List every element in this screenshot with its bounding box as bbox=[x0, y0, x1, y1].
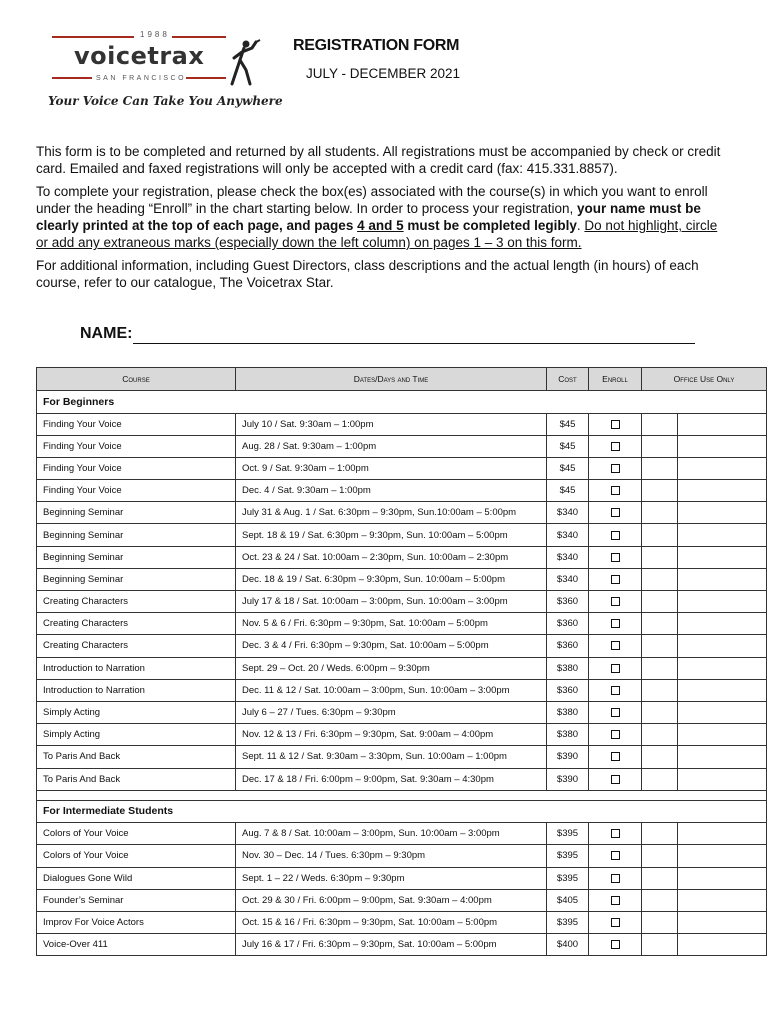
enroll-checkbox[interactable] bbox=[611, 641, 620, 650]
dates-cell: Oct. 29 & 30 / Fri. 6:00pm – 9:00pm, Sat. 9:30am – 4:00pm bbox=[236, 889, 547, 911]
course-cell: Introduction to Narration bbox=[37, 657, 236, 679]
cost-cell: $390 bbox=[547, 768, 589, 790]
enroll-cell bbox=[589, 845, 642, 867]
cost-cell: $405 bbox=[547, 889, 589, 911]
enroll-checkbox[interactable] bbox=[611, 730, 620, 739]
office-use-cell-2 bbox=[678, 480, 767, 502]
enroll-cell bbox=[589, 934, 642, 956]
table-row bbox=[37, 911, 767, 933]
section-header-row bbox=[37, 800, 767, 823]
section-spacer-row bbox=[37, 790, 767, 800]
office-use-cell-2 bbox=[678, 457, 767, 479]
dates-cell: Dec. 3 & 4 / Fri. 6:30pm – 9:30pm, Sat. 10:00am – 5:00pm bbox=[236, 635, 547, 657]
logo-tagline: Your Voice Can Take You Anywhere bbox=[48, 94, 283, 108]
enroll-cell bbox=[589, 457, 642, 479]
cost-cell: $380 bbox=[547, 657, 589, 679]
cost-cell: $45 bbox=[547, 435, 589, 457]
intro-p2-warning: Do not highlight, circle or add any extraneous marks (especially down the left column) on pages 1 – 3 on this form. bbox=[36, 218, 718, 250]
office-use-cell-1 bbox=[642, 768, 678, 790]
office-use-cell-2 bbox=[678, 679, 767, 701]
course-cell: To Paris And Back bbox=[37, 768, 236, 790]
enroll-cell bbox=[589, 657, 642, 679]
dates-cell: Dec. 18 & 19 / Sat. 6:30pm – 9:30pm, Sun. 10:00am – 5:00pm bbox=[236, 568, 547, 590]
office-use-cell-2 bbox=[678, 435, 767, 457]
spacer-cell bbox=[37, 790, 767, 800]
course-cell: Simply Acting bbox=[37, 701, 236, 723]
office-use-cell-2 bbox=[678, 635, 767, 657]
course-cell: Colors of Your Voice bbox=[37, 823, 236, 845]
name-field[interactable] bbox=[133, 343, 695, 344]
office-use-cell-2 bbox=[678, 546, 767, 568]
table-row bbox=[37, 502, 767, 524]
course-cell: Finding Your Voice bbox=[37, 457, 236, 479]
enroll-cell bbox=[589, 524, 642, 546]
table-row bbox=[37, 591, 767, 613]
course-cell: Beginning Seminar bbox=[37, 546, 236, 568]
office-use-cell-2 bbox=[678, 934, 767, 956]
logo-wordmark: voicetrax bbox=[74, 42, 205, 70]
office-use-cell-1 bbox=[642, 746, 678, 768]
intro-text bbox=[36, 143, 728, 297]
enroll-cell bbox=[589, 867, 642, 889]
enroll-cell bbox=[589, 701, 642, 723]
office-use-cell-1 bbox=[642, 524, 678, 546]
office-use-cell-2 bbox=[678, 413, 767, 435]
course-cell: Voice-Over 411 bbox=[37, 934, 236, 956]
dates-cell: Oct. 15 & 16 / Fri. 6:30pm – 9:30pm, Sat. 10:00am – 5:00pm bbox=[236, 911, 547, 933]
voicetrax-logo bbox=[48, 30, 283, 125]
page-title: REGISTRATION FORM bbox=[293, 37, 460, 54]
office-use-cell-2 bbox=[678, 701, 767, 723]
table-row bbox=[37, 701, 767, 723]
course-cell: Colors of Your Voice bbox=[37, 845, 236, 867]
course-cell: Beginning Seminar bbox=[37, 568, 236, 590]
enroll-checkbox[interactable] bbox=[611, 420, 620, 429]
enroll-cell bbox=[589, 502, 642, 524]
logo-city: SAN FRANCISCO bbox=[96, 75, 187, 82]
cost-cell: $340 bbox=[547, 524, 589, 546]
enroll-checkbox[interactable] bbox=[611, 531, 620, 540]
office-use-cell-2 bbox=[678, 746, 767, 768]
enroll-cell bbox=[589, 413, 642, 435]
office-use-cell-1 bbox=[642, 635, 678, 657]
table-row bbox=[37, 546, 767, 568]
dates-cell: Nov. 5 & 6 / Fri. 6:30pm – 9:30pm, Sat. 10:00am – 5:00pm bbox=[236, 613, 547, 635]
table-row bbox=[37, 413, 767, 435]
enroll-checkbox[interactable] bbox=[611, 775, 620, 784]
office-use-cell-1 bbox=[642, 435, 678, 457]
office-use-cell-1 bbox=[642, 845, 678, 867]
cost-cell: $395 bbox=[547, 911, 589, 933]
table-header-row bbox=[37, 368, 767, 391]
enroll-cell bbox=[589, 768, 642, 790]
intro-paragraph-1: This form is to be completed and returned by all students. All registrations must be accompanied by check or credit card. Emailed and faxed registrations will only be accepted with a credit card (fax: 415.331.8857). bbox=[36, 144, 721, 176]
enroll-cell bbox=[589, 823, 642, 845]
office-use-cell-1 bbox=[642, 413, 678, 435]
enroll-checkbox[interactable] bbox=[611, 708, 620, 717]
enroll-checkbox[interactable] bbox=[611, 442, 620, 451]
office-use-cell-1 bbox=[642, 546, 678, 568]
cost-cell: $395 bbox=[547, 823, 589, 845]
dates-cell: Aug. 28 / Sat. 9:30am – 1:00pm bbox=[236, 435, 547, 457]
table-row bbox=[37, 934, 767, 956]
enroll-checkbox[interactable] bbox=[611, 851, 620, 860]
cost-cell: $340 bbox=[547, 502, 589, 524]
dates-cell: July 10 / Sat. 9:30am – 1:00pm bbox=[236, 413, 547, 435]
office-use-cell-1 bbox=[642, 934, 678, 956]
office-use-cell-2 bbox=[678, 823, 767, 845]
table-row bbox=[37, 724, 767, 746]
table-body bbox=[37, 391, 767, 956]
name-label: NAME: bbox=[80, 325, 133, 342]
cost-cell: $340 bbox=[547, 568, 589, 590]
enroll-cell bbox=[589, 746, 642, 768]
cost-cell: $340 bbox=[547, 546, 589, 568]
office-use-cell-2 bbox=[678, 867, 767, 889]
dates-cell: Nov. 12 & 13 / Fri. 6:30pm – 9:30pm, Sat. 9:00am – 4:00pm bbox=[236, 724, 547, 746]
course-cell: Beginning Seminar bbox=[37, 502, 236, 524]
office-use-cell-1 bbox=[642, 911, 678, 933]
enroll-cell bbox=[589, 546, 642, 568]
section-header-row bbox=[37, 391, 767, 414]
logo-rule-bottom-left bbox=[52, 77, 92, 79]
course-cell: Improv For Voice Actors bbox=[37, 911, 236, 933]
header-dates: Dates/Days and Time bbox=[236, 368, 547, 391]
course-cell: Finding Your Voice bbox=[37, 435, 236, 457]
table-row bbox=[37, 768, 767, 790]
dates-cell: Dec. 4 / Sat. 9:30am – 1:00pm bbox=[236, 480, 547, 502]
course-cell: Creating Characters bbox=[37, 635, 236, 657]
table-row bbox=[37, 889, 767, 911]
header-office-use: Office Use Only bbox=[642, 368, 767, 391]
cost-cell: $395 bbox=[547, 845, 589, 867]
table-row bbox=[37, 679, 767, 701]
enroll-checkbox[interactable] bbox=[611, 940, 620, 949]
intro-p2-period: . bbox=[576, 218, 585, 233]
logo-year: 1988 bbox=[140, 30, 170, 39]
office-use-cell-1 bbox=[642, 657, 678, 679]
logo-rule-left bbox=[52, 36, 134, 38]
course-cell: Finding Your Voice bbox=[37, 413, 236, 435]
table-row bbox=[37, 457, 767, 479]
table-row bbox=[37, 845, 767, 867]
dates-cell: Dec. 17 & 18 / Fri. 6:00pm – 9:00pm, Sat. 9:30am – 4:30pm bbox=[236, 768, 547, 790]
table-row bbox=[37, 635, 767, 657]
enroll-cell bbox=[589, 911, 642, 933]
header-cost: Cost bbox=[547, 368, 589, 391]
enroll-cell bbox=[589, 568, 642, 590]
enroll-cell bbox=[589, 613, 642, 635]
dates-cell: Oct. 23 & 24 / Sat. 10:00am – 2:30pm, Sun. 10:00am – 2:30pm bbox=[236, 546, 547, 568]
office-use-cell-1 bbox=[642, 701, 678, 723]
cost-cell: $395 bbox=[547, 867, 589, 889]
enroll-checkbox[interactable] bbox=[611, 575, 620, 584]
intro-paragraph-3: For additional information, including Guest Directors, class descriptions and the actual length (in hours) of each course, refer to our catalogue, The Voicetrax Star. bbox=[36, 258, 699, 290]
course-cell: Introduction to Narration bbox=[37, 679, 236, 701]
enroll-checkbox[interactable] bbox=[611, 829, 620, 838]
enroll-cell bbox=[589, 480, 642, 502]
header-enroll: Enroll bbox=[589, 368, 642, 391]
dates-cell: Sept. 29 – Oct. 20 / Weds. 6:00pm – 9:30pm bbox=[236, 657, 547, 679]
course-cell: To Paris And Back bbox=[37, 746, 236, 768]
enroll-checkbox[interactable] bbox=[611, 664, 620, 673]
dates-cell: Sept. 11 & 12 / Sat. 9:30am – 3:30pm, Sun. 10:00am – 1:00pm bbox=[236, 746, 547, 768]
enroll-checkbox[interactable] bbox=[611, 464, 620, 473]
table-row bbox=[37, 823, 767, 845]
section-title: For Intermediate Students bbox=[37, 800, 767, 823]
course-cell: Finding Your Voice bbox=[37, 480, 236, 502]
enroll-checkbox[interactable] bbox=[611, 752, 620, 761]
office-use-cell-1 bbox=[642, 502, 678, 524]
office-use-cell-2 bbox=[678, 724, 767, 746]
enroll-checkbox[interactable] bbox=[611, 597, 620, 606]
logo-rule-right bbox=[172, 36, 226, 38]
table-row bbox=[37, 524, 767, 546]
enroll-checkbox[interactable] bbox=[611, 918, 620, 927]
course-cell: Creating Characters bbox=[37, 591, 236, 613]
office-use-cell-2 bbox=[678, 768, 767, 790]
office-use-cell-1 bbox=[642, 867, 678, 889]
intro-p2-text: To complete your registration, please check the box(es) associated with the course(s) in which you want to enroll under the heading “Enroll” in the chart starting below. In order to process your registration, bbox=[36, 184, 708, 216]
office-use-cell-2 bbox=[678, 568, 767, 590]
enroll-checkbox[interactable] bbox=[611, 486, 620, 495]
intro-p2-bold: your name must be clearly printed at the top of each page, and pages bbox=[36, 201, 701, 233]
section-title: For Beginners bbox=[37, 391, 767, 414]
office-use-cell-2 bbox=[678, 889, 767, 911]
enroll-cell bbox=[589, 724, 642, 746]
office-use-cell-1 bbox=[642, 679, 678, 701]
office-use-cell-1 bbox=[642, 480, 678, 502]
enroll-checkbox[interactable] bbox=[611, 686, 620, 695]
enroll-cell bbox=[589, 889, 642, 911]
enroll-cell bbox=[589, 679, 642, 701]
page-subtitle: JULY - DECEMBER 2021 bbox=[306, 66, 461, 81]
enroll-checkbox[interactable] bbox=[611, 553, 620, 562]
cost-cell: $390 bbox=[547, 746, 589, 768]
dates-cell: Sept. 1 – 22 / Weds. 6:30pm – 9:30pm bbox=[236, 867, 547, 889]
course-cell: Founder’s Seminar bbox=[37, 889, 236, 911]
office-use-cell-1 bbox=[642, 613, 678, 635]
dates-cell: July 6 – 27 / Tues. 6:30pm – 9:30pm bbox=[236, 701, 547, 723]
cost-cell: $360 bbox=[547, 591, 589, 613]
enroll-checkbox[interactable] bbox=[611, 508, 620, 517]
office-use-cell-2 bbox=[678, 591, 767, 613]
dates-cell: Dec. 11 & 12 / Sat. 10:00am – 3:00pm, Sun. 10:00am – 3:00pm bbox=[236, 679, 547, 701]
cost-cell: $45 bbox=[547, 457, 589, 479]
cost-cell: $360 bbox=[547, 613, 589, 635]
cost-cell: $400 bbox=[547, 934, 589, 956]
enroll-checkbox[interactable] bbox=[611, 874, 620, 883]
enroll-checkbox[interactable] bbox=[611, 619, 620, 628]
logo-rule-bottom-right bbox=[186, 77, 226, 79]
office-use-cell-2 bbox=[678, 845, 767, 867]
office-use-cell-1 bbox=[642, 568, 678, 590]
table-row bbox=[37, 867, 767, 889]
dates-cell: Nov. 30 – Dec. 14 / Tues. 6:30pm – 9:30pm bbox=[236, 845, 547, 867]
office-use-cell-1 bbox=[642, 457, 678, 479]
microphone-performer-icon bbox=[226, 38, 262, 88]
table-row bbox=[37, 568, 767, 590]
table-row bbox=[37, 657, 767, 679]
cost-cell: $360 bbox=[547, 635, 589, 657]
course-cell: Dialogues Gone Wild bbox=[37, 867, 236, 889]
office-use-cell-1 bbox=[642, 823, 678, 845]
course-table bbox=[36, 367, 767, 956]
office-use-cell-2 bbox=[678, 524, 767, 546]
office-use-cell-2 bbox=[678, 502, 767, 524]
dates-cell: Sept. 18 & 19 / Sat. 6:30pm – 9:30pm, Sun. 10:00am – 5:00pm bbox=[236, 524, 547, 546]
enroll-cell bbox=[589, 435, 642, 457]
enroll-cell bbox=[589, 635, 642, 657]
cost-cell: $380 bbox=[547, 724, 589, 746]
dates-cell: July 31 & Aug. 1 / Sat. 6:30pm – 9:30pm, Sun.10:00am – 5:00pm bbox=[236, 502, 547, 524]
intro-p2-bold-2: must be completed legibly bbox=[403, 218, 577, 233]
intro-p2-pages: 4 and 5 bbox=[357, 218, 404, 233]
course-cell: Simply Acting bbox=[37, 724, 236, 746]
cost-cell: $45 bbox=[547, 480, 589, 502]
office-use-cell-1 bbox=[642, 889, 678, 911]
dates-cell: Aug. 7 & 8 / Sat. 10:00am – 3:00pm, Sun. 10:00am – 3:00pm bbox=[236, 823, 547, 845]
dates-cell: Oct. 9 / Sat. 9:30am – 1:00pm bbox=[236, 457, 547, 479]
table-row bbox=[37, 435, 767, 457]
cost-cell: $360 bbox=[547, 679, 589, 701]
cost-cell: $380 bbox=[547, 701, 589, 723]
dates-cell: July 17 & 18 / Sat. 10:00am – 3:00pm, Sun. 10:00am – 3:00pm bbox=[236, 591, 547, 613]
enroll-cell bbox=[589, 591, 642, 613]
table-row bbox=[37, 480, 767, 502]
office-use-cell-2 bbox=[678, 613, 767, 635]
office-use-cell-1 bbox=[642, 724, 678, 746]
course-cell: Creating Characters bbox=[37, 613, 236, 635]
intro-paragraph-2 bbox=[36, 183, 728, 251]
table-row bbox=[37, 613, 767, 635]
header-course: Course bbox=[37, 368, 236, 391]
office-use-cell-1 bbox=[642, 591, 678, 613]
enroll-checkbox[interactable] bbox=[611, 896, 620, 905]
table-row bbox=[37, 746, 767, 768]
office-use-cell-2 bbox=[678, 911, 767, 933]
dates-cell: July 16 & 17 / Fri. 6:30pm – 9:30pm, Sat. 10:00am – 5:00pm bbox=[236, 934, 547, 956]
cost-cell: $45 bbox=[547, 413, 589, 435]
office-use-cell-2 bbox=[678, 657, 767, 679]
course-cell: Beginning Seminar bbox=[37, 524, 236, 546]
